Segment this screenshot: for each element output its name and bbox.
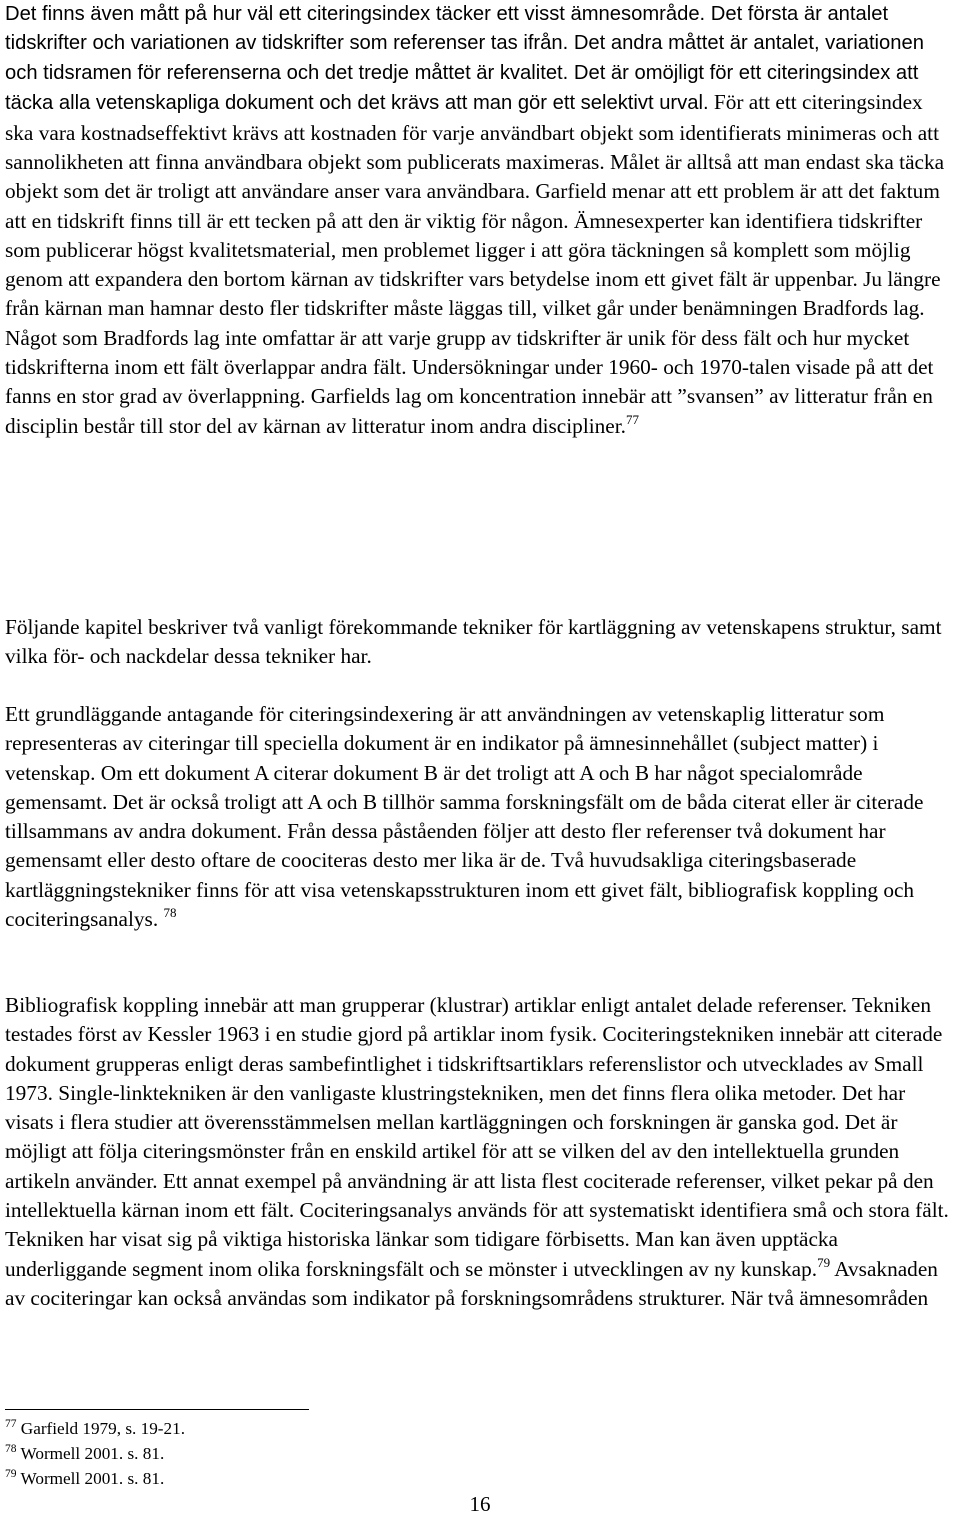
footnote-number: 79	[5, 1468, 17, 1480]
footnotes	[5, 1416, 185, 1491]
paragraph-bibliographic-coupling	[5, 991, 955, 1313]
paragraph-sans-part: Det finns även mått på hur väl ett citeringsindex täcker ett visst ämnesområde. Det första är antalet tidskrifter och variationen av tidskrifter som referenser tas ifrån. Det andra måttet är antalet, variationen och tidsramen för referenserna och det tredje måttet är kvalitet. Det är omöjligt för ett citeringsindex att täcka alla vetenskapliga dokument och det krävs att man gör ett selektivt urval.	[5, 3, 924, 115]
paragraph-text: Ett grundläggande antagande för citeringsindexering är att användningen av vetenskaplig litteratur som representeras av citeringar till speciella dokument är en indikator på ämnesinnehållet (subject matter) i vetenskap. Om ett dokument A citerar dokument B är det troligt att A och B har något specialområde gemensamt. Det är också troligt att A och B tillhör samma forskningsfält om de båda citerat eller är citerade tillsammans av andra dokument. Från dessa påståenden följer att desto fler referenser två dokument har gemensamt eller desto oftare de coociteras desto mer lika är de. Två huvudsakliga citeringsbaserade kartläggningstekniker finns för att visa vetenskapsstrukturen inom ett givet fält, bibliografisk koppling och cociteringsanalys.	[5, 702, 924, 932]
footnote-number: 78	[5, 1443, 17, 1455]
footnote-reference: 78	[163, 905, 177, 921]
paragraph-text: För att ett citeringsindex ska vara kostnadseffektivt krävs att kostnaden för varje användbart objekt som identifierats minimeras och att sannolikheten att finna användbara objekt som publicerats maximeras. Målet är alltså att man endast ska täcka objekt som det är troligt att användare anser vara användbara. Garfield menar att ett problem är att det faktum att en tidskrift finns till är ett tecken på att den är viktig för någon. Ämnesexperter kan identifiera tidskrifter som publicerar högst kvalitetsmaterial, men problemet ligger i att göra täckningen så komplett som möjlig genom att expandera den bortom kärnan av tidskrifter vars betydelse inom ett givet fält är uppenbar. Ju längre från kärnan man hamnar desto fler tidskrifter måste läggas till, vilket går under benämningen Bradfords lag. Något som Bradfords lag inte omfattar är att varje grupp av tidskrifter är unik för dess fält och hur mycket tidskrifterna inom ett fält överlappar andra fält. Undersökningar under 1960- och 1970-talen visade på att det fanns en stor grad av överlappning. Garfields lag om koncentration innebär att ”svansen” av litteratur från en disciplin består till stor del av kärnan av litteratur inom andra discipliner.	[5, 90, 945, 438]
footnote-item	[5, 1441, 185, 1466]
footnote-text: Garfield 1979, s. 19-21.	[20, 1419, 186, 1438]
paragraph-chapter-intro: Följande kapitel beskriver två vanligt förekommande tekniker för kartläggning av vetenskapens struktur, samt vilka för- och nackdelar dessa tekniker har.	[5, 615, 942, 669]
footnote-item	[5, 1416, 185, 1441]
footnote-text: Wormell 2001. s. 81.	[20, 1469, 165, 1488]
paragraph-serif-part	[5, 90, 944, 437]
paragraph-citation-indexing-assumption	[5, 700, 955, 934]
paragraph-text: Bibliografisk koppling innebär att man grupperar (klustrar) artiklar enligt antalet delade referenser. Tekniken testades först av Kessler 1963 i en studie gjord på artiklar inom fysik. Cociteringstekniken innebär att citerade dokument grupperas enligt deras sambefintlighet i tidskriftsartiklars referenslistor och utvecklades av Small 1973. Single-linktekniken är den vanligaste klustringstekniken, men det finns flera olika metoder. Det har visats i flera studier att överensstämmelsen mellan kartläggningen och forskningen är ganska god. Det är möjligt att följa citeringsmönster från en enskild artikel för att se vilken del av den intellektuella grunden artikeln använder. Ett annat exempel på användning är att lista flest cociterade referenser, vilket pekar på den intellektuella kärnan inom ett fält. Cociteringsanalys används för att systematiskt identifiera små och stora fält. Tekniken har visat sig på viktiga historiska länkar som tidigare förbisetts. Man kan även upptäcka underliggande segment inom olika forskningsfält och se mönster i utvecklingen av ny kunskap.	[5, 993, 949, 1281]
footnote-reference: 79	[817, 1254, 831, 1270]
footnote-text: Wormell 2001. s. 81.	[20, 1444, 165, 1463]
page-number: 16	[469, 1492, 491, 1516]
footnote-reference: 77	[626, 411, 639, 427]
footnote-number: 77	[5, 1418, 17, 1430]
footnote-item	[5, 1466, 185, 1491]
paragraph-text-continued: Avsaknaden av cociteringar kan också användas som indikator på forskningsområdens strukturer. När två ämnesområden	[5, 1256, 938, 1310]
paragraph-citation-index-coverage	[5, 0, 955, 441]
footnote-separator	[5, 1409, 309, 1410]
